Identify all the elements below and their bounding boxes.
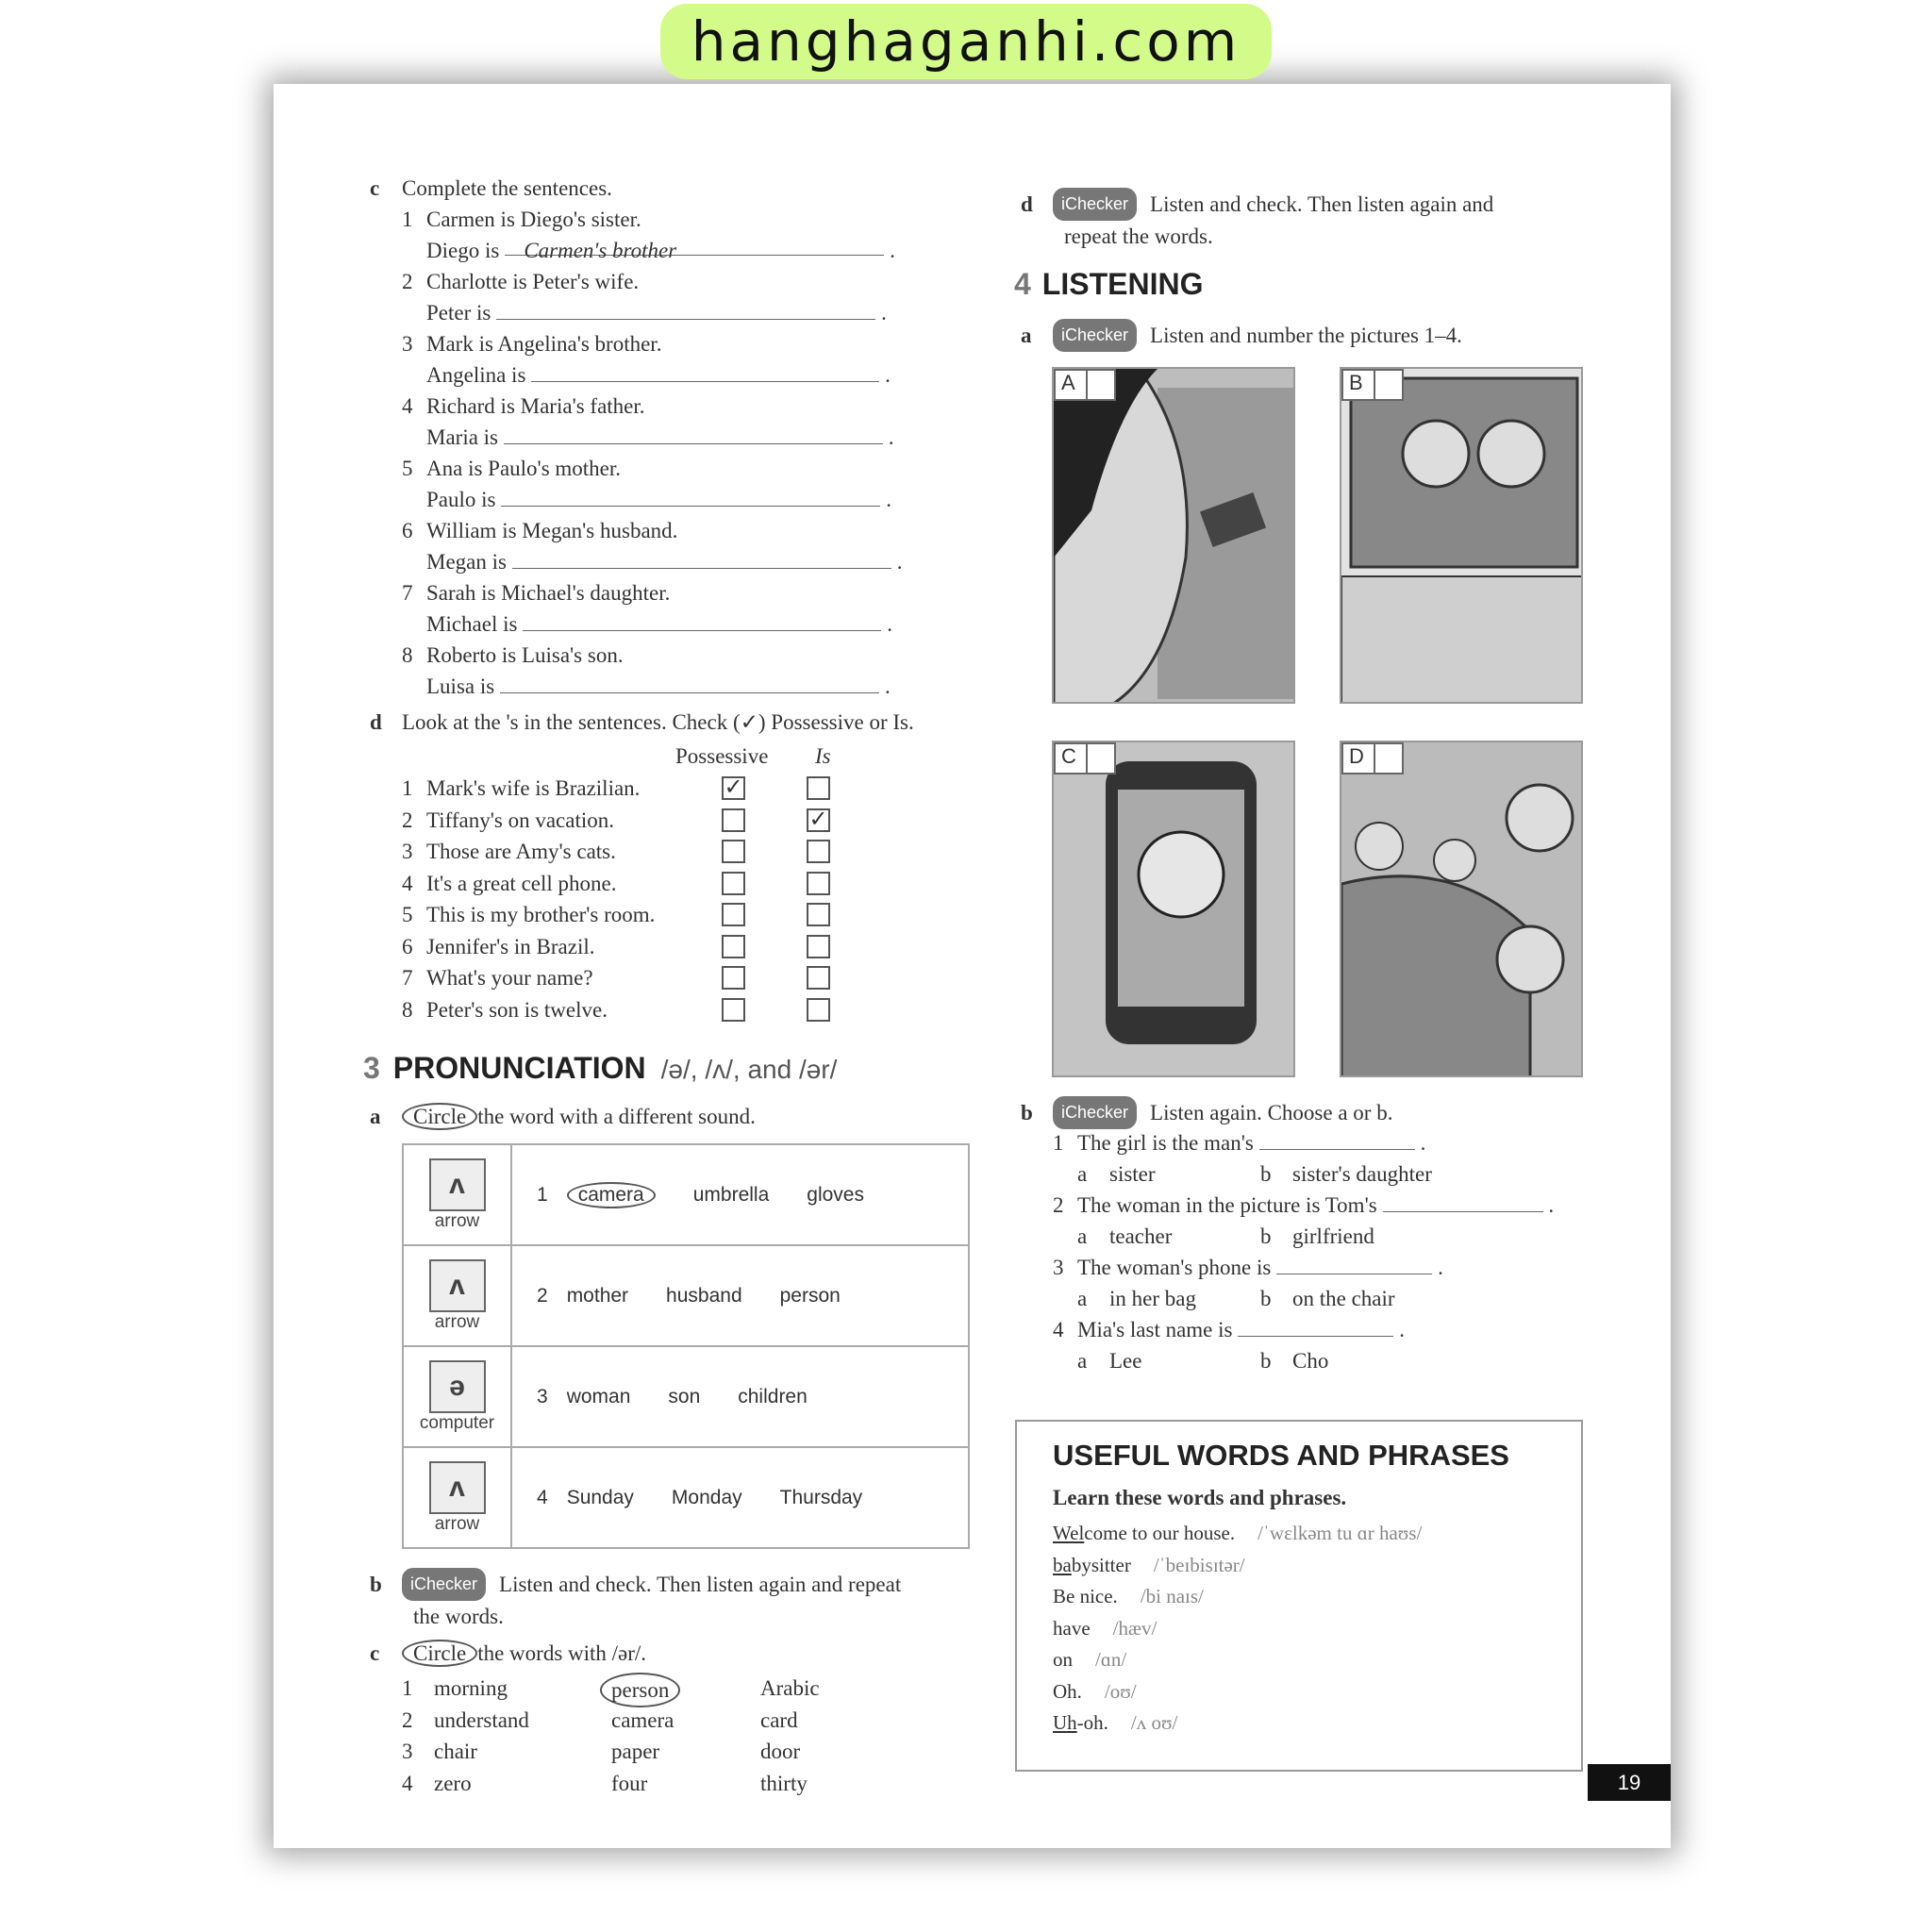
- item-number: 1: [1053, 1131, 1064, 1155]
- phrase: Be nice.: [1053, 1585, 1118, 1607]
- sentence: Richard is Maria's father.: [426, 394, 645, 418]
- is-checkbox[interactable]: ✓: [807, 808, 830, 832]
- sentence: This is my brother's room.: [426, 903, 656, 926]
- ichecker-badge[interactable]: iChecker: [1053, 1096, 1137, 1129]
- box-title: USEFUL WORDS AND PHRASES: [1053, 1439, 1509, 1472]
- picture-letter: B: [1349, 371, 1363, 394]
- section-label: c: [370, 176, 380, 200]
- prompt: Luisa is: [426, 675, 495, 698]
- answer-field[interactable]: [512, 548, 891, 569]
- section-label: a: [370, 1105, 381, 1128]
- picture-letter: D: [1349, 744, 1364, 768]
- sentence: Jennifer's in Brazil.: [426, 934, 595, 958]
- arrow-icon: ʌ: [429, 1158, 486, 1211]
- phrase-item: [1053, 1644, 1545, 1676]
- check-item: [370, 931, 992, 963]
- phonetic: /hæv/: [1112, 1616, 1158, 1640]
- computer-icon: ə: [429, 1360, 486, 1413]
- phonetic: /bi naɪs/: [1140, 1585, 1204, 1607]
- stressed-syllable: Uh: [1053, 1711, 1077, 1734]
- question: 4 Mia's last name is .: [1053, 1314, 1554, 1345]
- instruction: Listen again. Choose a or b.: [1150, 1101, 1393, 1124]
- pronunciation-row: [403, 1447, 969, 1548]
- item-number: 7: [402, 581, 413, 605]
- word-option[interactable]: Monday: [671, 1486, 742, 1508]
- sound-keyword: arrow: [434, 1210, 480, 1231]
- check-item: [370, 773, 992, 805]
- arrow-icon: ʌ: [429, 1259, 486, 1312]
- item-number: 4: [537, 1486, 548, 1508]
- possessive-checkbox[interactable]: [722, 872, 745, 895]
- option-b[interactable]: sister's daughter: [1292, 1162, 1432, 1186]
- word-choices: [511, 1346, 969, 1447]
- question: 2 The woman in the picture is Tom's .: [1053, 1190, 1554, 1221]
- word-option[interactable]: camera: [611, 1707, 675, 1732]
- is-checkbox[interactable]: [807, 998, 830, 1022]
- item-number: 8: [402, 643, 413, 667]
- useful-words-box: [1015, 1420, 1583, 1772]
- check-item: [370, 899, 992, 931]
- sentence-item: [370, 453, 902, 484]
- section-label: b: [370, 1573, 382, 1596]
- word-option[interactable]: husband: [666, 1284, 742, 1307]
- answer-field[interactable]: [504, 424, 883, 444]
- word-option[interactable]: paper: [611, 1740, 660, 1763]
- options: [1053, 1345, 1554, 1376]
- word-option[interactable]: son: [668, 1385, 701, 1407]
- woman-on-sofa-illustration: [1054, 369, 1295, 704]
- example-answer: Carmen's brother: [524, 239, 677, 262]
- pronunciation-row: [403, 1144, 969, 1245]
- item-number: 4: [1053, 1318, 1064, 1341]
- pron-d-instruction: [1021, 188, 1493, 252]
- possessive-checkbox[interactable]: [722, 966, 745, 990]
- sentence-item: [370, 515, 902, 546]
- phrase: -oh.: [1076, 1711, 1108, 1734]
- answer-line: Peter is .: [426, 301, 887, 325]
- possessive-checkbox[interactable]: [722, 840, 745, 863]
- answer-field[interactable]: [1238, 1316, 1393, 1337]
- word-option[interactable]: person: [600, 1673, 680, 1707]
- pron-b-instruction: [370, 1568, 901, 1632]
- sentence: Carmen is Diego's sister.: [426, 208, 641, 231]
- answer-field[interactable]: [523, 610, 881, 631]
- sentence: Tiffany's on vacation.: [426, 808, 614, 832]
- pron-c-word-list: [402, 1673, 874, 1799]
- option-b-label: b: [1260, 1224, 1272, 1248]
- page-number: 19: [1588, 1764, 1671, 1801]
- item-number: 2: [402, 808, 413, 832]
- word-option[interactable]: woman: [566, 1385, 631, 1407]
- listening-a-instruction: [1021, 319, 1462, 352]
- word-option[interactable]: umbrella: [692, 1183, 770, 1206]
- answer-field[interactable]: [1259, 1129, 1415, 1150]
- is-checkbox[interactable]: [807, 903, 830, 926]
- picture-d: [1340, 741, 1583, 1077]
- phrase: on: [1053, 1648, 1073, 1671]
- is-checkbox[interactable]: [807, 840, 830, 863]
- listening-b-items: [1053, 1127, 1554, 1376]
- word-option[interactable]: Sunday: [566, 1486, 634, 1508]
- box-subtitle: Learn these words and phrases.: [1053, 1486, 1347, 1509]
- item-number: 1: [402, 208, 413, 231]
- phrase: Oh.: [1053, 1679, 1082, 1703]
- instruction: Complete the sentences.: [402, 176, 612, 200]
- column-header-possessive: Possessive: [675, 744, 769, 768]
- sentence: Mark is Angelina's brother.: [426, 332, 662, 356]
- picture-number-box-d[interactable]: [1341, 742, 1404, 774]
- answer-line: Maria is .: [426, 425, 894, 449]
- word-choices: [511, 1245, 969, 1346]
- pron-a-instruction: [370, 1101, 756, 1132]
- phrase-item: [1053, 1676, 1545, 1708]
- sound-symbol-cell: [403, 1245, 511, 1346]
- sound-symbol-cell: [403, 1144, 511, 1245]
- circle-word: Circle: [402, 1103, 477, 1130]
- section-number: 4: [1014, 267, 1031, 301]
- item-number: 3: [402, 1740, 413, 1763]
- item-number: 6: [402, 934, 413, 958]
- pronunciation-heading: [363, 1051, 837, 1086]
- possessive-checkbox[interactable]: ✓: [722, 776, 745, 800]
- check-item: [370, 994, 992, 1026]
- question-text: Mia's last name is: [1077, 1318, 1233, 1341]
- options: [1053, 1283, 1554, 1314]
- word-option[interactable]: Thursday: [779, 1486, 863, 1508]
- instruction: Listen and check. Then listen again and: [1150, 192, 1494, 216]
- instruction-cont: the words.: [413, 1605, 504, 1628]
- sentence-item: [370, 328, 902, 359]
- item-number: 3: [402, 840, 413, 863]
- sentence-item: [370, 391, 902, 422]
- phrase-item: [1053, 1613, 1545, 1645]
- item-number: 8: [402, 997, 413, 1022]
- option-a-label: a: [1077, 1349, 1088, 1373]
- item-number: 4: [402, 394, 413, 418]
- circle-word: Circle: [402, 1640, 477, 1667]
- item-number: 3: [537, 1385, 548, 1407]
- section-label: a: [1021, 324, 1032, 347]
- stressed-syllable: Wel: [1053, 1522, 1085, 1544]
- possessive-checkbox[interactable]: [722, 998, 745, 1022]
- item-number: 1: [537, 1183, 548, 1206]
- item-number: 5: [402, 903, 413, 926]
- stressed-syllable: ba: [1053, 1553, 1072, 1576]
- phrase: come to our house.: [1084, 1522, 1236, 1544]
- picture-number-box-a[interactable]: [1054, 369, 1116, 401]
- word-option[interactable]: mother: [566, 1284, 629, 1307]
- ichecker-badge[interactable]: iChecker: [402, 1568, 486, 1601]
- word-row: [402, 1705, 874, 1737]
- sound-symbol-cell: [403, 1447, 511, 1548]
- answer-field[interactable]: [531, 361, 879, 382]
- sentence: Sarah is Michael's daughter.: [426, 581, 671, 605]
- sound-symbol-cell: [403, 1346, 511, 1447]
- word-choices: [511, 1447, 969, 1548]
- sentence-item: [370, 577, 902, 608]
- pron-c-instruction: [370, 1638, 646, 1669]
- laptop-video-call-illustration: [1341, 369, 1583, 704]
- section-label: b: [1021, 1101, 1033, 1124]
- answer-field[interactable]: [505, 235, 884, 262]
- answer-field[interactable]: [501, 486, 880, 507]
- word-choices: [511, 1144, 969, 1245]
- word-option[interactable]: four: [611, 1771, 648, 1795]
- option-a[interactable]: teacher: [1109, 1224, 1173, 1248]
- item-number: 1: [402, 776, 413, 800]
- word-option[interactable]: card: [760, 1707, 798, 1732]
- option-b-label: b: [1260, 1287, 1272, 1310]
- answer-line: Megan is .: [426, 550, 903, 574]
- phrase-item: [1053, 1581, 1545, 1613]
- answer-line: Michael is .: [426, 612, 892, 636]
- instruction: Listen and check. Then listen again and repeat: [499, 1573, 902, 1596]
- picture-b: [1340, 367, 1583, 704]
- option-a[interactable]: sister: [1109, 1162, 1156, 1186]
- picture-number-box-b[interactable]: [1341, 369, 1404, 401]
- section-title: LISTENING: [1041, 267, 1204, 301]
- picture-c: [1052, 741, 1295, 1077]
- sentence: What's your name?: [426, 966, 593, 990]
- instruction: Listen and number the pictures 1–4.: [1150, 324, 1462, 347]
- phrase-item: [1053, 1707, 1545, 1740]
- option-b[interactable]: girlfriend: [1292, 1224, 1374, 1248]
- word-option[interactable]: person: [779, 1284, 841, 1307]
- phonetic: /ˈwɛlkəm tu ɑr haʊs/: [1257, 1522, 1423, 1544]
- word-option[interactable]: understand: [434, 1707, 529, 1732]
- picture-number-box-c[interactable]: [1054, 742, 1116, 774]
- is-checkbox[interactable]: [807, 935, 830, 958]
- option-a[interactable]: Lee: [1109, 1349, 1142, 1373]
- sentence-item: [370, 204, 902, 235]
- word-option[interactable]: chair: [434, 1740, 477, 1763]
- section-number: 3: [363, 1051, 380, 1085]
- section-c-complete-sentences: [370, 173, 902, 702]
- is-checkbox[interactable]: [807, 776, 830, 800]
- prompt: Peter is: [426, 301, 491, 325]
- option-b[interactable]: Cho: [1292, 1349, 1329, 1373]
- question-text: The woman's phone is: [1077, 1256, 1272, 1279]
- instruction: the word with a different sound.: [477, 1105, 756, 1128]
- instruction-cont: repeat the words.: [1064, 225, 1213, 248]
- prompt: Paulo is: [426, 488, 496, 511]
- option-b-label: b: [1260, 1162, 1272, 1186]
- sentence: Ana is Paulo's mother.: [426, 457, 622, 480]
- word-option[interactable]: camera: [567, 1182, 656, 1208]
- section-title: PRONUNCIATION: [392, 1051, 646, 1085]
- check-item: [370, 805, 992, 837]
- item-number: 2: [537, 1284, 548, 1307]
- question-text: The woman in the picture is Tom's: [1077, 1193, 1377, 1217]
- sentence: Peter's son is twelve.: [426, 997, 608, 1022]
- options: [1053, 1158, 1554, 1190]
- prompt: Maria is: [426, 425, 499, 449]
- workbook-page: [274, 84, 1671, 1848]
- item-number: 2: [1053, 1193, 1064, 1217]
- ichecker-badge[interactable]: iChecker: [1053, 188, 1137, 221]
- phrase-item: [1053, 1550, 1545, 1582]
- answer-field[interactable]: [500, 673, 879, 693]
- listening-heading: [1014, 267, 1203, 302]
- item-number: 2: [402, 270, 413, 293]
- option-b-label: b: [1260, 1349, 1272, 1373]
- watermark: hanghaganhi.com: [660, 4, 1272, 79]
- sentence: Mark's wife is Brazilian.: [426, 776, 641, 800]
- item-number: 6: [402, 519, 413, 542]
- prompt: Megan is: [426, 550, 507, 574]
- ichecker-badge[interactable]: iChecker: [1053, 319, 1137, 352]
- option-a[interactable]: in her bag: [1109, 1287, 1196, 1310]
- phrase: bysitter: [1071, 1553, 1131, 1576]
- item-number: 4: [402, 1771, 413, 1795]
- question: 1 The girl is the man's .: [1053, 1127, 1554, 1158]
- option-a-label: a: [1077, 1224, 1088, 1248]
- phonetic: /ʌ oʊ/: [1130, 1711, 1178, 1734]
- item-number: 4: [402, 871, 413, 895]
- pronunciation-row: [403, 1245, 969, 1346]
- word-option[interactable]: Arabic: [760, 1676, 820, 1700]
- answer-line: Luisa is .: [426, 675, 891, 698]
- word-option[interactable]: door: [760, 1740, 801, 1763]
- phrase: have: [1053, 1616, 1091, 1640]
- is-checkbox[interactable]: [807, 966, 830, 990]
- option-a-label: a: [1077, 1162, 1088, 1186]
- item-number: 3: [402, 332, 413, 356]
- answer-line: Diego is Carmen's brother .: [370, 235, 902, 266]
- prompt: Michael is: [426, 612, 518, 636]
- check-item: [370, 868, 992, 900]
- word-row: [402, 1768, 874, 1800]
- phonetic: /ˈbeɪbisɪtər/: [1153, 1553, 1245, 1576]
- sentence: Charlotte is Peter's wife.: [426, 270, 640, 293]
- word-row: [402, 1673, 874, 1705]
- check-item: [370, 962, 992, 994]
- column-header-is: Is: [815, 744, 831, 768]
- listening-b-instruction: [1021, 1096, 1392, 1129]
- is-checkbox[interactable]: [807, 872, 830, 895]
- item-number: 5: [402, 457, 413, 480]
- sound-keyword: arrow: [434, 1513, 480, 1534]
- arrow-icon: ʌ: [429, 1461, 486, 1514]
- option-b[interactable]: on the chair: [1292, 1287, 1395, 1310]
- pronunciation-row: [403, 1346, 969, 1447]
- picture-letter: C: [1061, 744, 1076, 768]
- word-option[interactable]: gloves: [807, 1183, 864, 1206]
- sentence: Those are Amy's cats.: [426, 840, 616, 863]
- possessive-checkbox[interactable]: [722, 808, 745, 832]
- prompt: Angelina is: [426, 363, 526, 387]
- word-option[interactable]: zero: [434, 1771, 472, 1795]
- word-option[interactable]: children: [738, 1385, 808, 1407]
- section-label: d: [370, 710, 382, 734]
- picture-a: [1052, 367, 1295, 704]
- check-item: [370, 836, 992, 868]
- instruction: the words with /ər/.: [477, 1641, 647, 1665]
- sentence: Roberto is Luisa's son.: [426, 643, 624, 667]
- picture-letter: A: [1061, 371, 1075, 394]
- answer-field[interactable]: [496, 299, 875, 320]
- possessive-checkbox[interactable]: [722, 935, 745, 958]
- word-option[interactable]: morning: [434, 1676, 508, 1700]
- prompt: Diego is: [426, 239, 500, 262]
- word-row: [402, 1736, 874, 1768]
- item-number: 1: [402, 1676, 413, 1700]
- answer-line: Paulo is .: [426, 488, 891, 511]
- phrase-item: [1053, 1518, 1545, 1550]
- options: [1053, 1221, 1554, 1252]
- instruction: Look at the 's in the sentences. Check (✓) Possessive or Is.: [402, 710, 914, 734]
- answer-field[interactable]: [1276, 1254, 1432, 1274]
- section-label: d: [1021, 192, 1033, 216]
- phonetic: /ɑn/: [1095, 1648, 1127, 1671]
- sentence-item: [370, 640, 902, 671]
- sounds: /ə/, /ʌ/, and /ər/: [660, 1055, 838, 1084]
- sentence-item: [370, 266, 902, 297]
- possessive-checkbox[interactable]: [722, 903, 745, 926]
- option-a-label: a: [1077, 1287, 1088, 1310]
- word-option[interactable]: thirty: [760, 1771, 808, 1795]
- phonetic: /oʊ/: [1104, 1679, 1137, 1703]
- section-d-possessive-or-is: [370, 707, 992, 1027]
- item-number: 2: [402, 1707, 413, 1732]
- item-number: 7: [402, 966, 413, 990]
- answer-line: Angelina is .: [426, 363, 891, 387]
- sound-keyword: arrow: [434, 1311, 480, 1332]
- phone-selfie-illustration: [1054, 742, 1295, 1077]
- sentence: It's a great cell phone.: [426, 871, 617, 895]
- item-number: 3: [1053, 1256, 1064, 1279]
- question-text: The girl is the man's: [1077, 1131, 1254, 1155]
- question: 3 The woman's phone is .: [1053, 1252, 1554, 1283]
- pronunciation-table: [402, 1143, 970, 1549]
- sound-keyword: computer: [419, 1412, 495, 1433]
- answer-field[interactable]: [1383, 1191, 1543, 1212]
- section-label: c: [370, 1641, 380, 1665]
- sentence: William is Megan's husband.: [426, 519, 678, 542]
- people-in-car-illustration: [1341, 742, 1583, 1077]
